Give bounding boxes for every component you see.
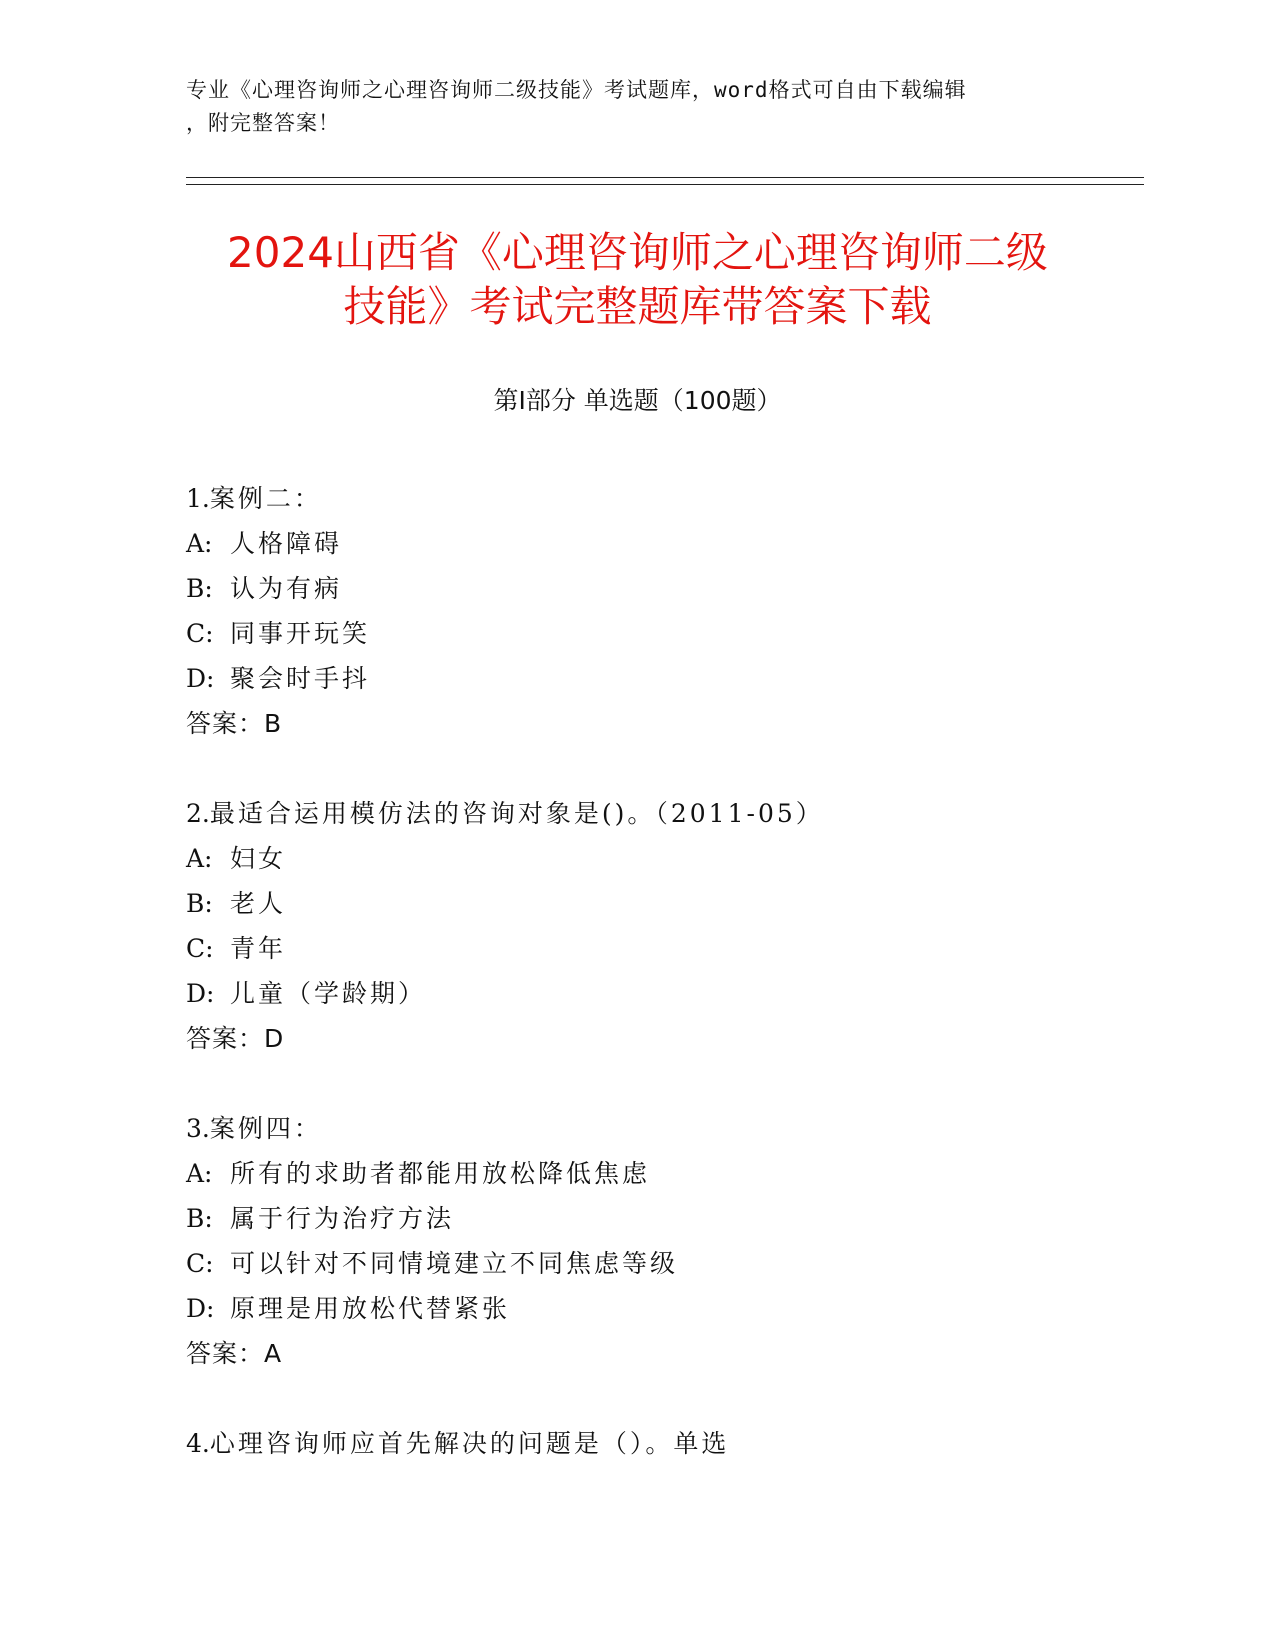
option-key: D: bbox=[186, 1294, 215, 1323]
option-key: B: bbox=[186, 889, 213, 918]
option-c bbox=[186, 926, 1086, 971]
option-b bbox=[186, 881, 1086, 926]
header-note-line-1: 专业《心理咨询师之心理咨询师二级技能》考试题库，word格式可自由下载编辑 bbox=[186, 78, 967, 102]
option-key: A: bbox=[186, 844, 213, 873]
option-key: B: bbox=[186, 574, 213, 603]
question-stem bbox=[186, 476, 1086, 521]
question-number: 3. bbox=[186, 1114, 210, 1143]
option-c bbox=[186, 611, 1086, 656]
option-key: B: bbox=[186, 1204, 213, 1233]
option-text: 聚会时手抖 bbox=[230, 664, 371, 693]
answer-line: 答案：D bbox=[186, 1024, 285, 1053]
question-text: 最适合运用模仿法的咨询对象是()。（2011-05） bbox=[209, 799, 824, 828]
option-text: 所有的求助者都能用放松降低焦虑 bbox=[230, 1159, 651, 1188]
option-key: C: bbox=[186, 934, 214, 963]
option-d bbox=[186, 971, 1086, 1016]
option-d bbox=[186, 1286, 1086, 1331]
header-divider-bottom bbox=[186, 184, 1144, 185]
option-text: 妇女 bbox=[230, 844, 287, 873]
question-list bbox=[186, 476, 1086, 1511]
option-key: D: bbox=[186, 664, 215, 693]
option-text: 青年 bbox=[230, 934, 287, 963]
option-a bbox=[186, 1151, 1086, 1196]
question-number: 2. bbox=[186, 799, 210, 828]
question-stem bbox=[186, 791, 1086, 836]
question-4 bbox=[186, 1421, 1086, 1466]
option-key: C: bbox=[186, 1249, 214, 1278]
option-a bbox=[186, 836, 1086, 881]
answer-line: 答案：B bbox=[186, 709, 283, 738]
option-text: 老人 bbox=[230, 889, 287, 918]
option-text: 人格障碍 bbox=[230, 529, 343, 558]
option-text: 儿童（学龄期） bbox=[230, 979, 427, 1008]
question-number: 1. bbox=[186, 484, 210, 513]
header-note bbox=[186, 74, 1076, 140]
option-d bbox=[186, 656, 1086, 701]
option-key: D: bbox=[186, 979, 215, 1008]
question-stem bbox=[186, 1106, 1086, 1151]
document-title-line-2: 技能》考试完整题库带答案下载 bbox=[343, 282, 932, 331]
header-divider-top bbox=[186, 177, 1144, 178]
question-3 bbox=[186, 1106, 1086, 1376]
question-2 bbox=[186, 791, 1086, 1061]
option-a bbox=[186, 521, 1086, 566]
option-text: 属于行为治疗方法 bbox=[230, 1204, 455, 1233]
option-c bbox=[186, 1241, 1086, 1286]
option-key: C: bbox=[186, 619, 214, 648]
option-b bbox=[186, 1196, 1086, 1241]
header-note-line-2: ，附完整答案！ bbox=[186, 111, 340, 135]
question-stem bbox=[186, 1421, 1086, 1466]
option-b bbox=[186, 566, 1086, 611]
option-key: A: bbox=[186, 529, 213, 558]
question-text: 案例二： bbox=[209, 484, 322, 513]
option-text: 原理是用放松代替紧张 bbox=[230, 1294, 511, 1323]
question-text: 案例四： bbox=[209, 1114, 322, 1143]
answer-line: 答案：A bbox=[186, 1339, 283, 1368]
section-heading: 第Ⅰ部分 单选题（100题） bbox=[493, 386, 782, 415]
option-key: A: bbox=[186, 1159, 213, 1188]
option-text: 认为有病 bbox=[230, 574, 343, 603]
question-1 bbox=[186, 476, 1086, 746]
question-text: 心理咨询师应首先解决的问题是（）。单选 bbox=[209, 1429, 730, 1458]
document-title bbox=[140, 226, 1135, 334]
option-text: 同事开玩笑 bbox=[230, 619, 371, 648]
option-text: 可以针对不同情境建立不同焦虑等级 bbox=[230, 1249, 679, 1278]
document-title-line-1: 2024山西省《心理咨询师之心理咨询师二级 bbox=[227, 228, 1048, 277]
question-number: 4. bbox=[186, 1429, 210, 1458]
